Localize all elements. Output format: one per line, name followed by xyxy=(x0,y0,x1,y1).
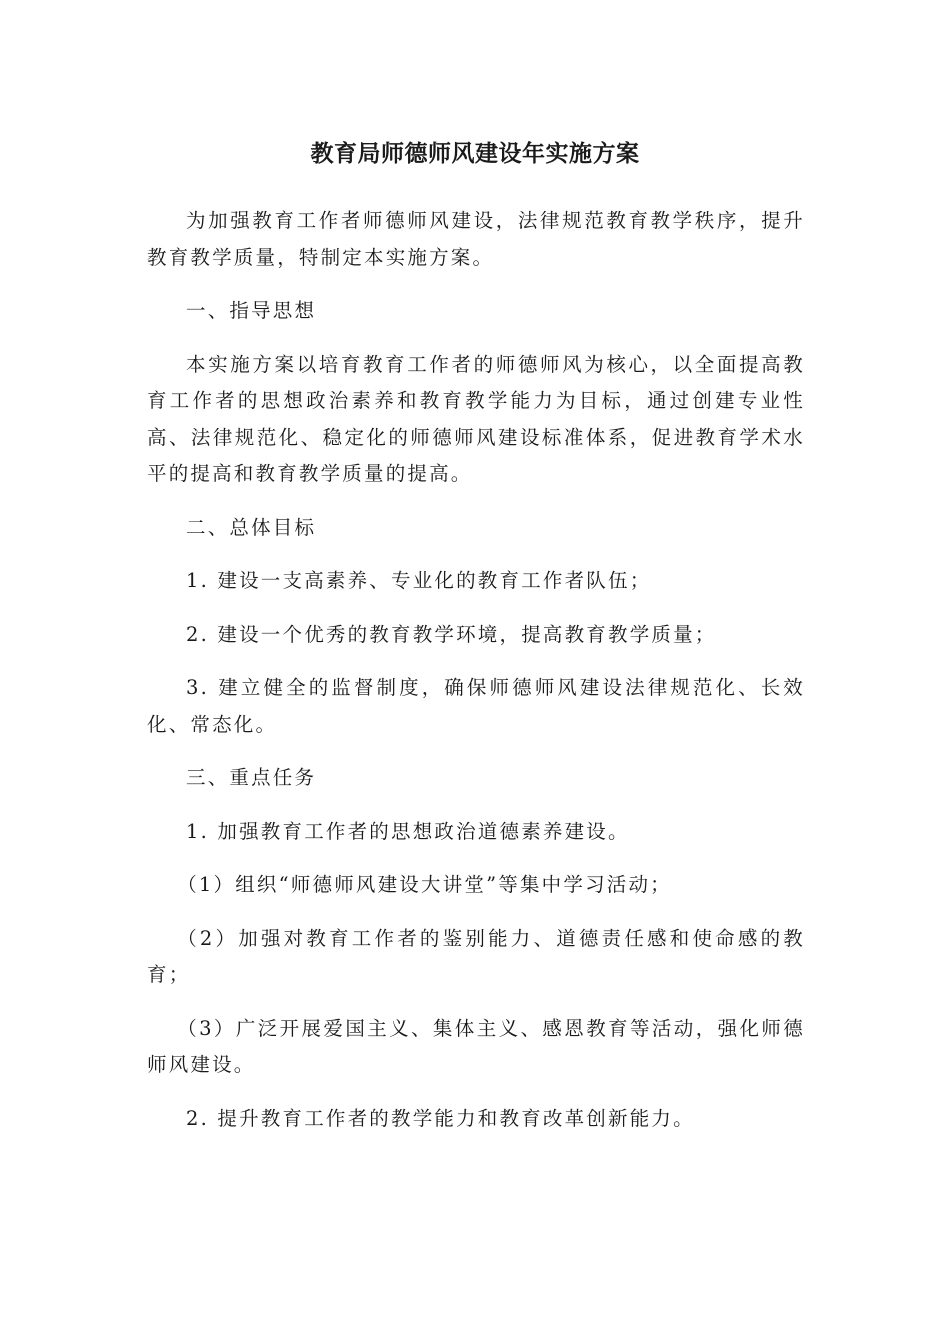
goal-item: 2. 建设一个优秀的教育教学环境，提高教育教学质量； xyxy=(186,622,717,646)
goal-item: 1. 建设一支高素养、专业化的教育工作者队伍； xyxy=(186,569,652,592)
task-item: 1. 加强教育工作者的思想政治道德素养建设。 xyxy=(186,819,630,843)
section-heading-guiding-ideology: 一、指导思想 xyxy=(186,299,317,322)
guiding-ideology-paragraph: 本实施方案以培育教育工作者的师德师风为核心，以全面提高教育工作者的思想政治素养和教育教学能力为目标，通过创建专业性高、法律规范化、稳定化的师德师风建设标准体系，促进教育学术水平的提高和教育教学质量的提高。 xyxy=(147,352,805,485)
intro-paragraph: 为加强教育工作者师德师风建设，法律规范教育教学秩序，提升教育教学质量，特制定本实施方案。 xyxy=(147,209,805,269)
task-item: 2. 提升教育工作者的教学能力和教育改革创新能力。 xyxy=(186,1106,695,1130)
goal-item: 3. 建立健全的监督制度，确保师德师风建设法律规范化、长效化、常态化。 xyxy=(147,676,805,736)
document-body xyxy=(147,203,805,1154)
task-subitem: （2）加强对教育工作者的鉴别能力、道德责任感和使命感的教育； xyxy=(147,926,805,986)
document-title: 教育局师德师风建设年实施方案 xyxy=(310,141,640,167)
section-heading-overall-goals: 二、总体目标 xyxy=(186,515,317,539)
section-heading-key-tasks: 三、重点任务 xyxy=(186,766,317,789)
task-subitem: （3）广泛开展爱国主义、集体主义、感恩教育等活动，强化师德师风建设。 xyxy=(147,1016,805,1076)
task-subitem: （1）组织“师德师风建设大讲堂”等集中学习活动； xyxy=(177,873,672,896)
